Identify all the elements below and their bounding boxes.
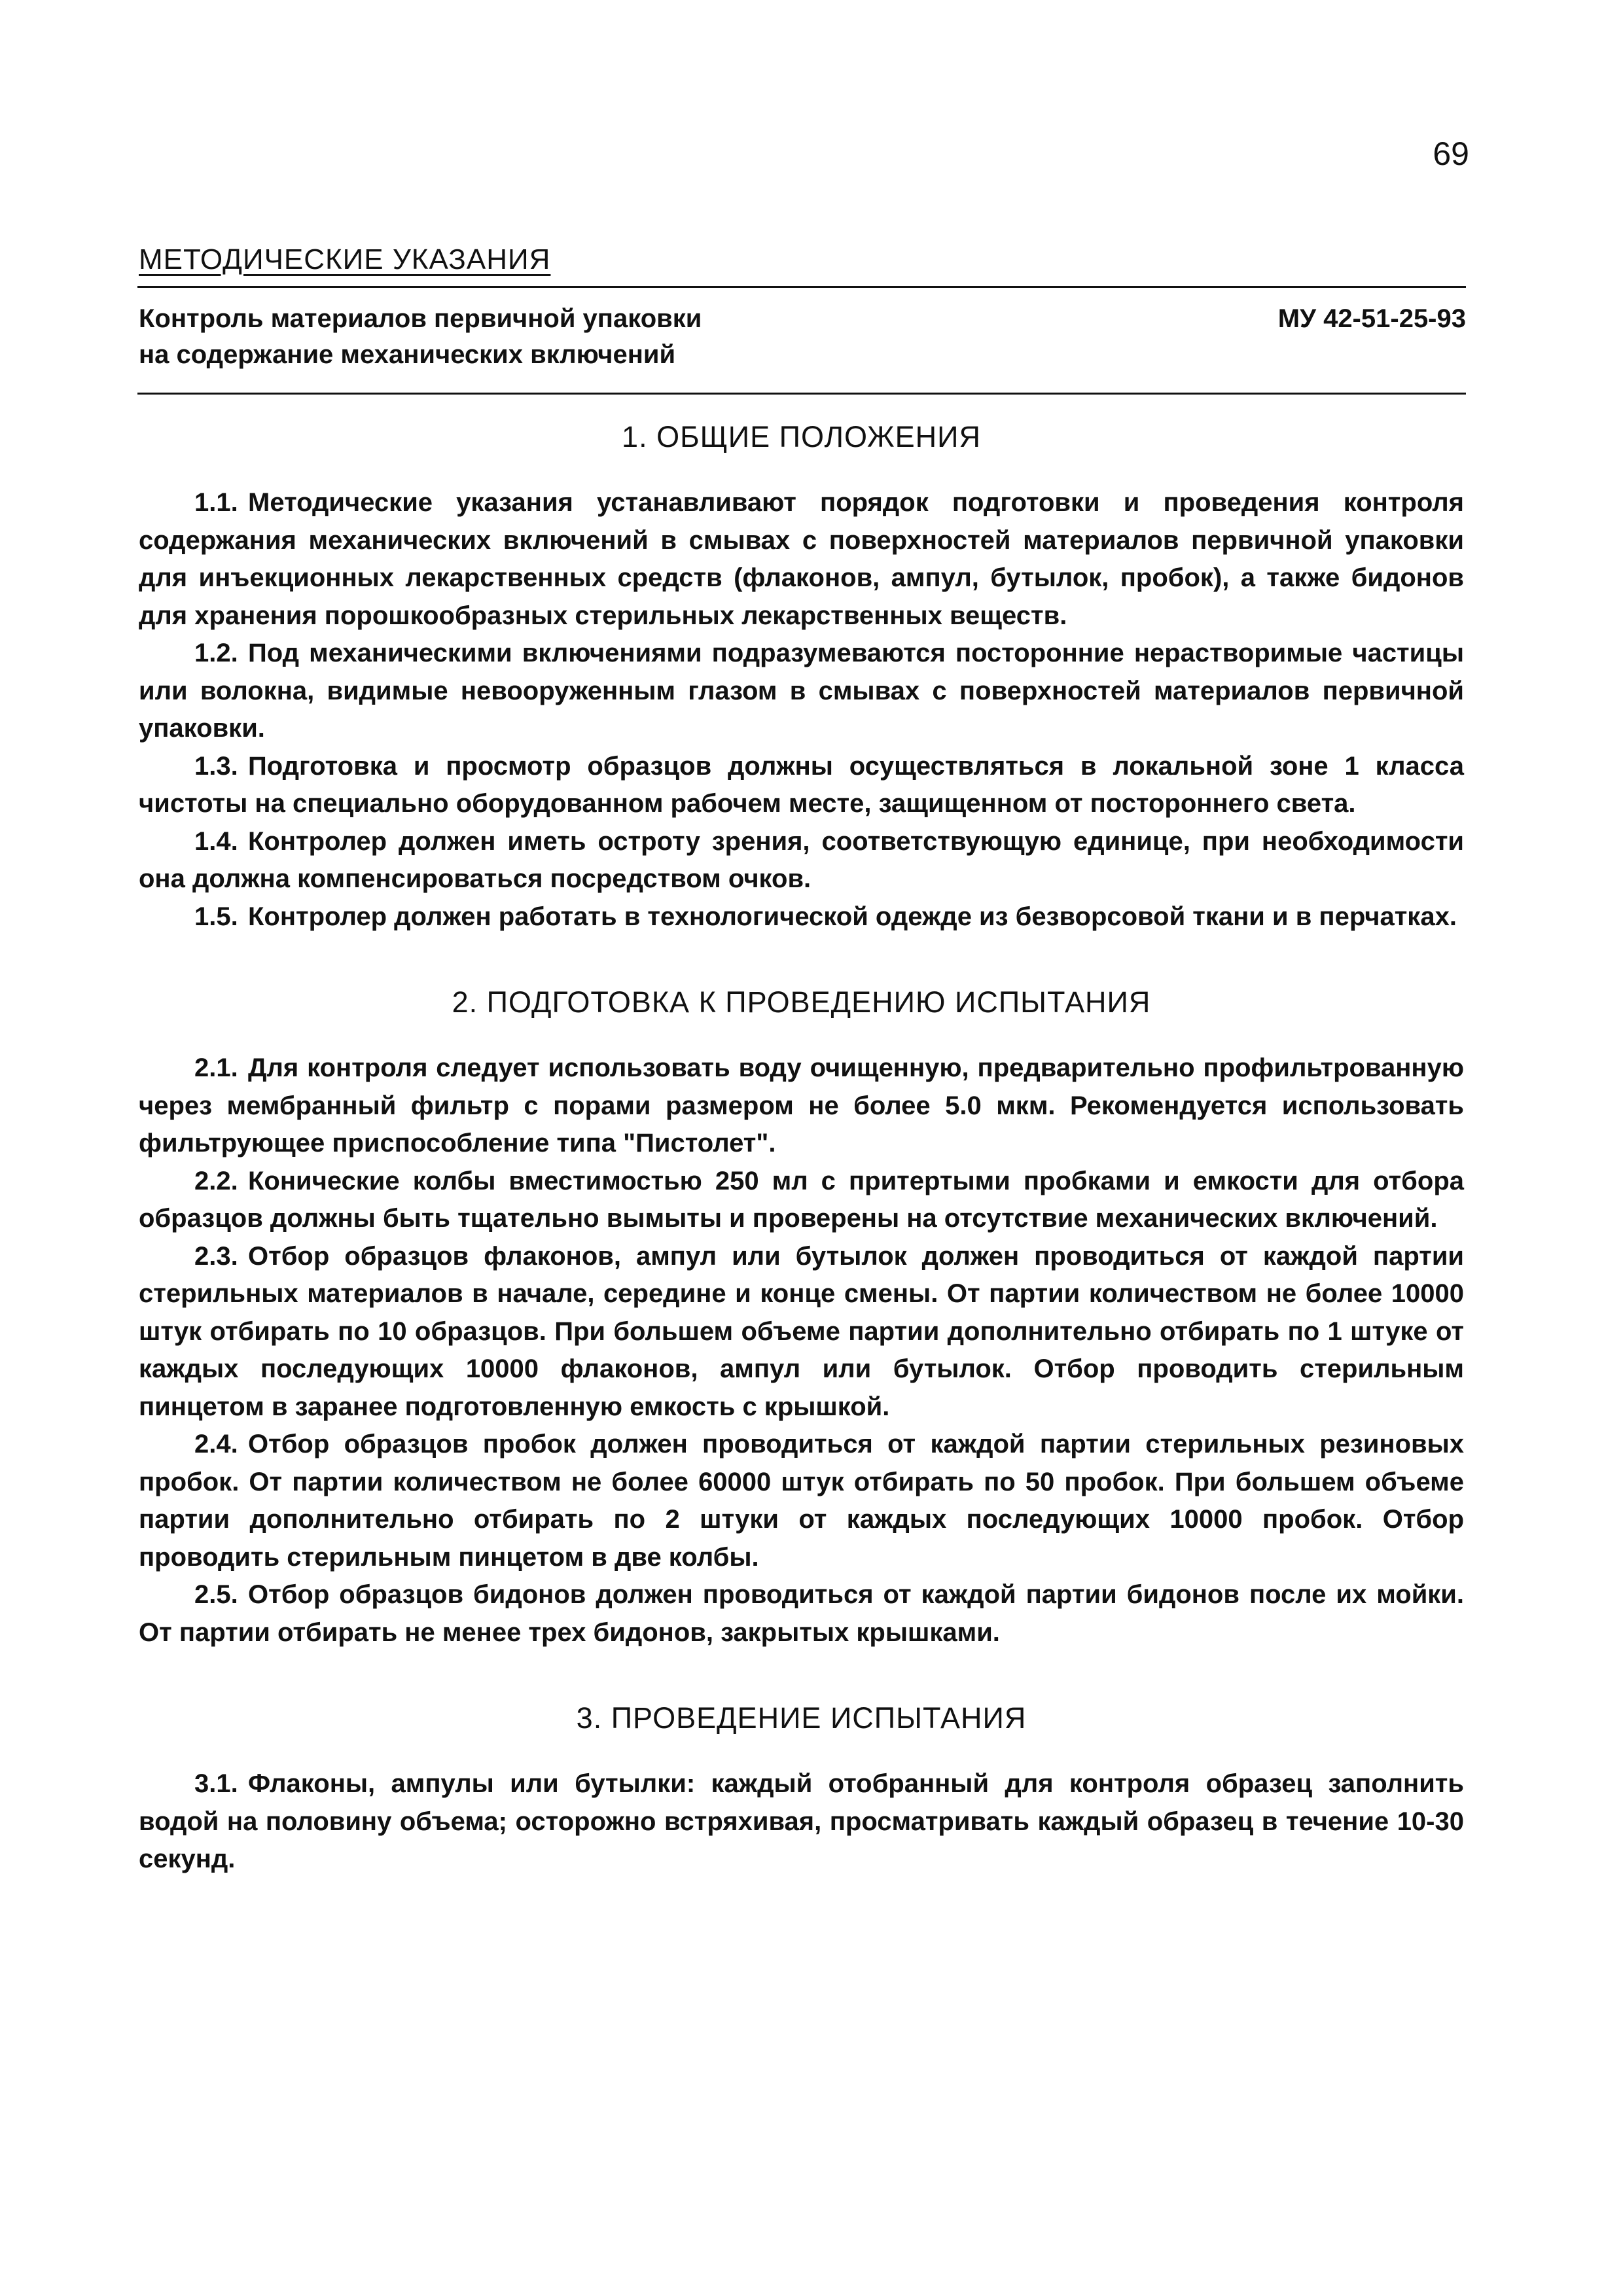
paragraph-2-3 [139, 1238, 1464, 1426]
page-number: 69 [1433, 135, 1469, 172]
paragraph-number: 1.5. [194, 902, 238, 931]
paragraph-text: Отбор образцов бидонов должен проводиться от каждой партии бидонов после их мойки. От партии отбирать не менее трех бидонов, закрытых крышками. [139, 1580, 1464, 1647]
paragraph-number: 1.4. [194, 826, 238, 856]
paragraph-text: Методические указания устанавливают порядок подготовки и проведения контроля содержания механических включений в смывах с поверхностей материалов первичной упаковки для инъекционных лекарственных средств (флаконов, ампул, бутылок, пробок), а также бидонов для хранения порошкообразных стерильных лекарственных веществ. [139, 488, 1464, 630]
paragraph-text: Флаконы, ампулы или бутылки: каждый отобранный для контроля образец заполнить водой на половину объема; осторожно встряхивая, просматривать каждый образец в течение 10-30 секунд. [139, 1769, 1464, 1873]
paragraph-text: Контролер должен работать в технологической одежде из безворсовой ткани и в перчатках. [248, 902, 1457, 931]
subject-line-2: на содержание механических включений [139, 340, 676, 369]
document-body [139, 419, 1464, 1879]
paragraph-1-2 [139, 635, 1464, 748]
subject-line-1: Контроль материалов первичной упаковки [139, 304, 702, 333]
document-type-heading: МЕТОДИЧЕСКИЕ УКАЗАНИЯ [139, 243, 551, 275]
paragraph-text: Конические колбы вместимостью 250 мл с притертыми пробками и емкости для отбора образцов должны быть тщательно вымыты и проверены на отсутствие механических включений. [139, 1166, 1464, 1233]
paragraph-2-4 [139, 1426, 1464, 1576]
paragraph-1-5 [139, 898, 1464, 936]
paragraph-number: 2.5. [194, 1580, 238, 1609]
paragraph-number: 1.1. [194, 488, 238, 517]
header-top-rule [137, 286, 1466, 288]
paragraph-number: 1.3. [194, 751, 238, 781]
paragraph-number: 2.2. [194, 1166, 238, 1195]
section-title: 3. ПРОВЕДЕНИЕ ИСПЫТАНИЯ [576, 1701, 1027, 1735]
section-title: 2. ПОДГОТОВКА К ПРОВЕДЕНИЮ ИСПЫТАНИЯ [452, 985, 1151, 1019]
paragraph-2-5 [139, 1576, 1464, 1651]
paragraph-text: Подготовка и просмотр образцов должны осуществляться в локальной зоне 1 класса чистоты на специально оборудованном рабочем месте, защищенном от постороннего света. [139, 751, 1464, 818]
paragraph-number: 2.1. [194, 1053, 238, 1082]
paragraph-text: Отбор образцов флаконов, ампул или бутылок должен проводиться от каждой партии стерильных материалов в начале, середине и конце смены. От партии количеством не более 10000 штук отбирать по 10 образцов. При большем объеме партии дополнительно отбирать по 1 штуке от каждых последующих 10000 флаконов, ампул или бутылок. Отбор проводить стерильным пинцетом в заранее подготовленную емкость с крышкой. [139, 1241, 1464, 1421]
section-title: 1. ОБЩИЕ ПОЛОЖЕНИЯ [622, 420, 981, 453]
paragraph-text: Отбор образцов пробок должен проводиться от каждой партии стерильных резиновых пробок. От партии количеством не более 60000 штук отбирать по 50 пробок. При большем объеме партии дополнительно отбирать по 2 штуки от каждых последующих 10000 пробок. Отбор проводить стерильным пинцетом в две колбы. [139, 1430, 1464, 1572]
document-subject [139, 301, 702, 373]
paragraph-text: Контролер должен иметь остроту зрения, соответствующую единице, при необходимости она должна компенсироваться посредством очков. [139, 826, 1464, 893]
paragraph-3-1 [139, 1765, 1464, 1879]
document-code: МУ 42-51-25-93 [1277, 304, 1466, 333]
paragraph-number: 2.4. [194, 1430, 238, 1458]
paragraph-number: 1.2. [194, 639, 238, 667]
paragraph-number: 2.3. [194, 1241, 238, 1271]
paragraph-1-1 [139, 484, 1464, 635]
paragraph-1-3 [139, 748, 1464, 823]
paragraph-text: Для контроля следует использовать воду очищенную, предварительно профильтрованную через мембранный фильтр с порами размером не более 5.0 мкм. Рекомендуется использовать фильтрующее приспособление типа "Пистолет". [139, 1053, 1464, 1157]
paragraph-1-4 [139, 823, 1464, 898]
header-bottom-rule [137, 393, 1466, 395]
paragraph-2-1 [139, 1050, 1464, 1163]
paragraph-number: 3.1. [194, 1769, 238, 1798]
paragraph-text: Под механическими включениями подразумеваются посторонние нерастворимые частицы или волокна, видимые невооруженным глазом в смывах с поверхностей материалов первичной упаковки. [139, 639, 1464, 743]
paragraph-2-2 [139, 1163, 1464, 1238]
